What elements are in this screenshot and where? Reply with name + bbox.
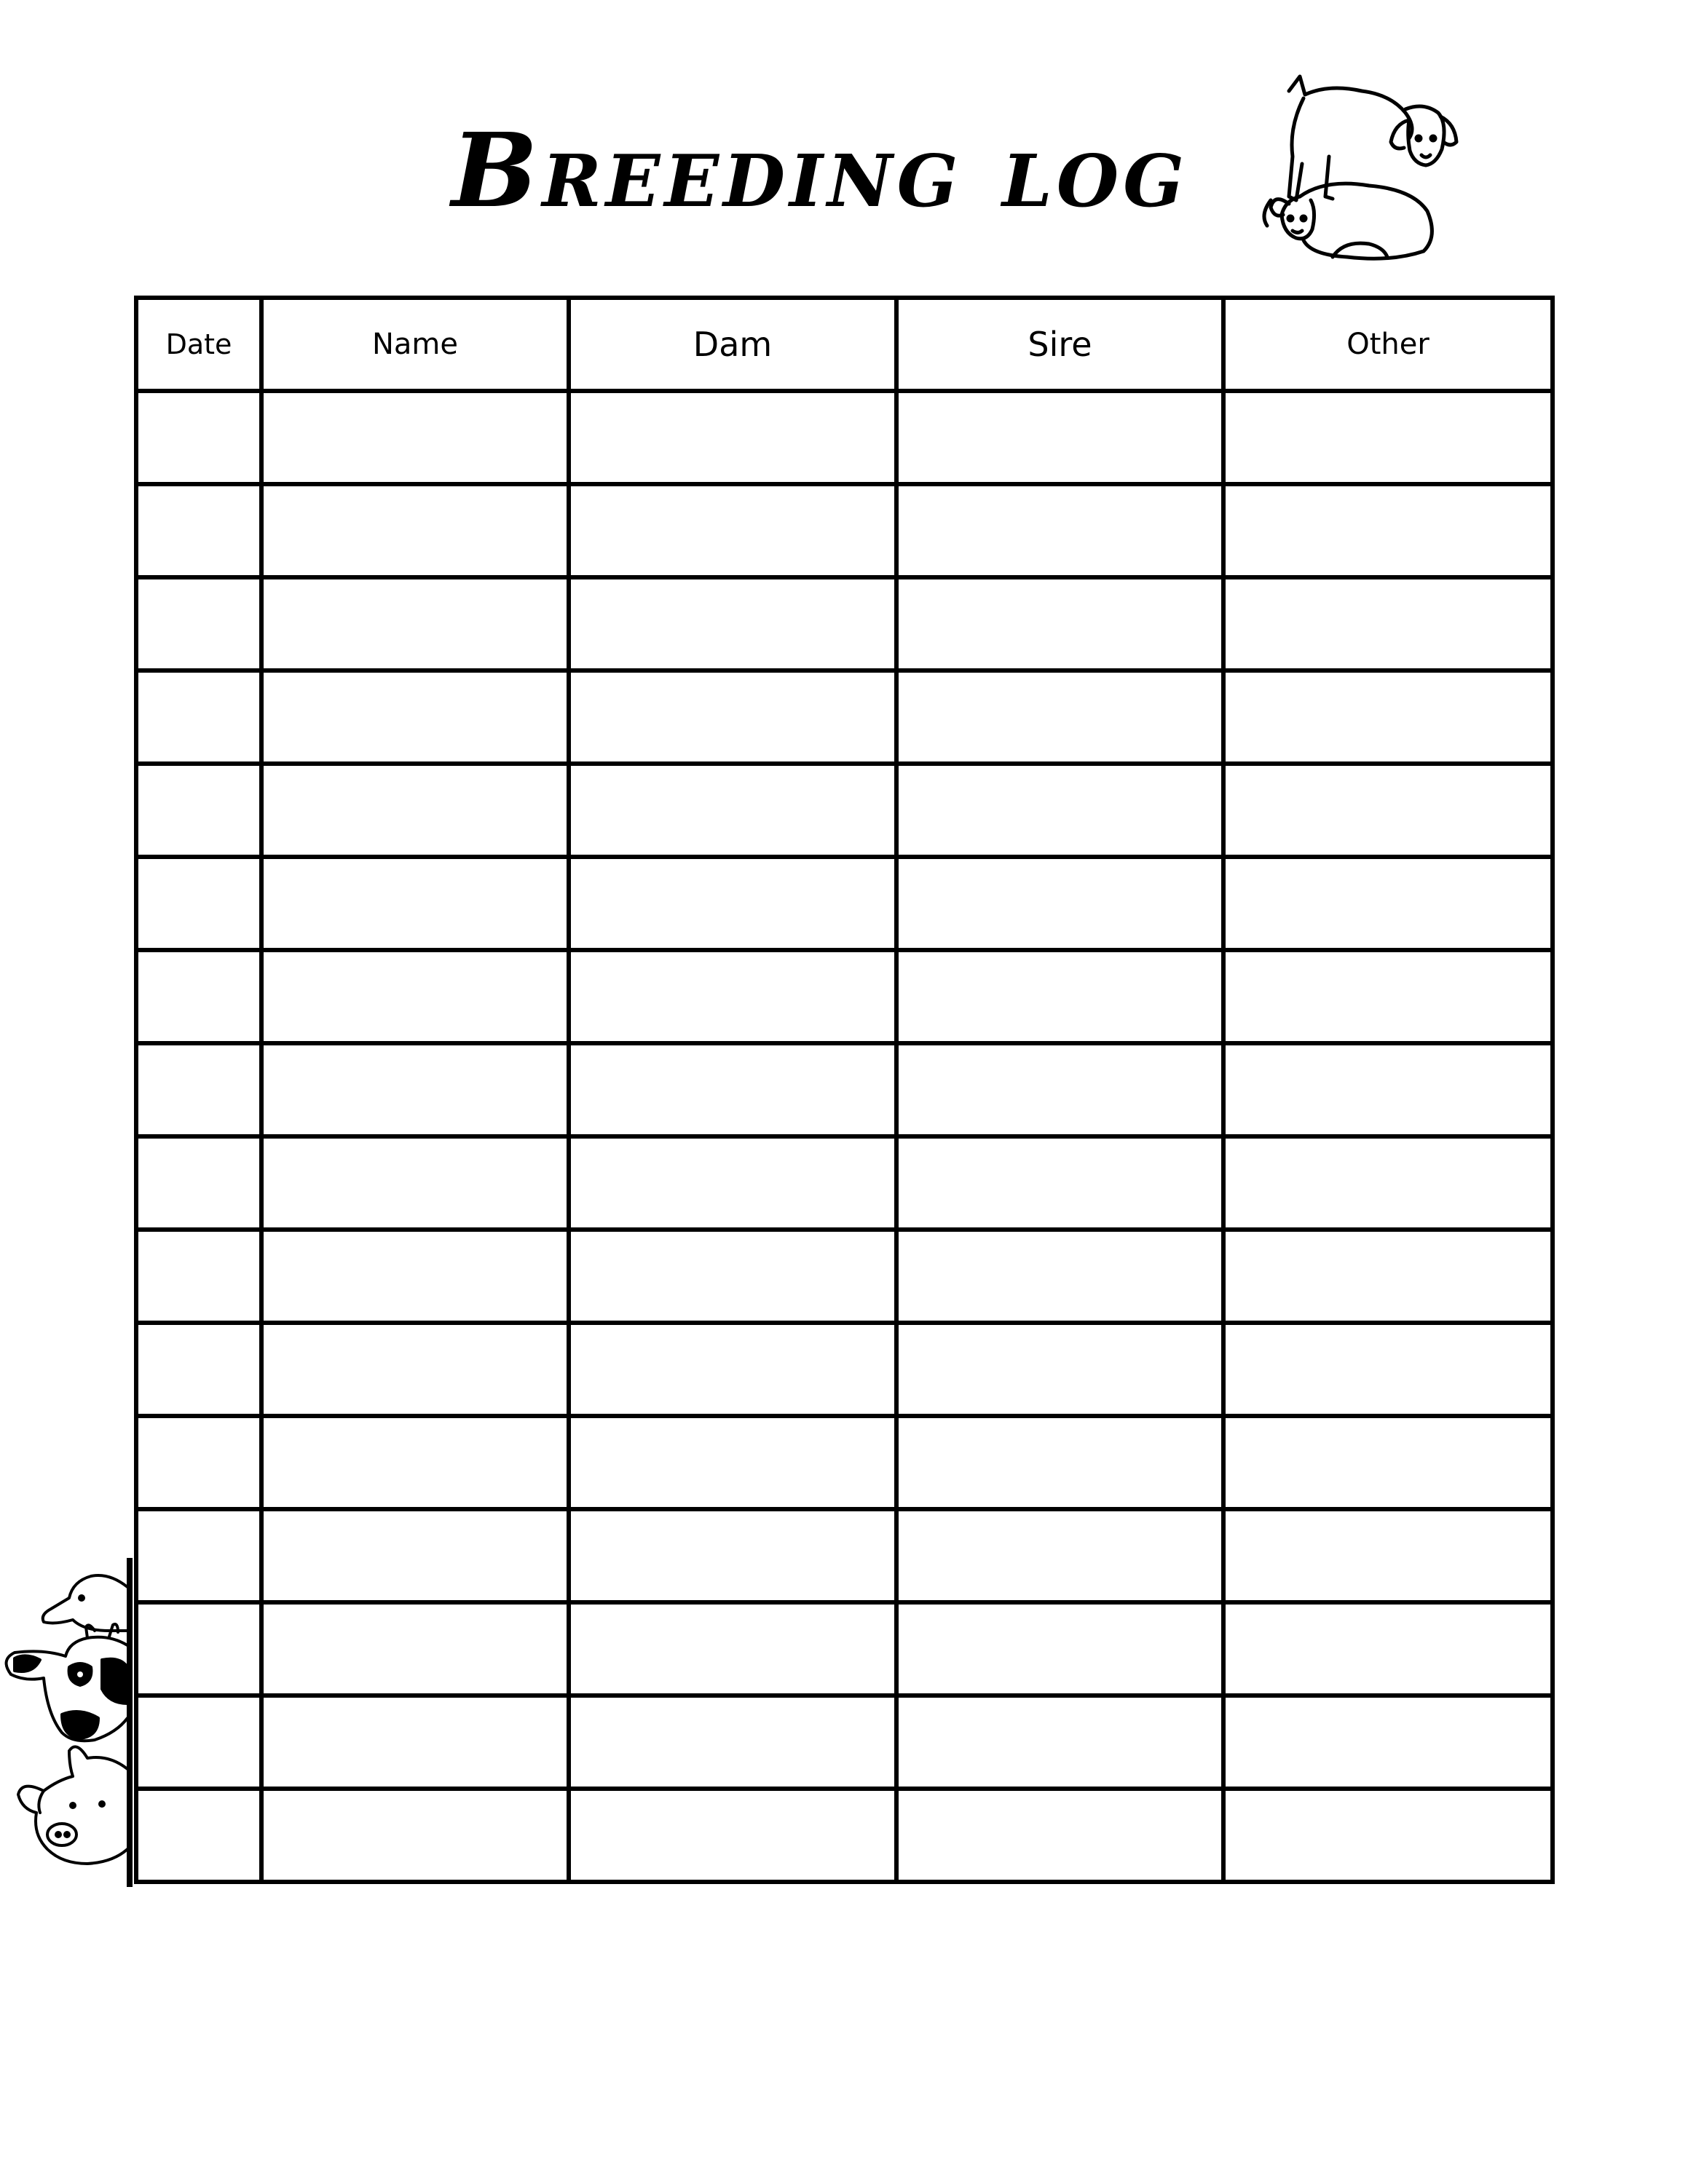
cell-name[interactable] (261, 857, 569, 950)
table-row (136, 1416, 1553, 1509)
table-row (136, 670, 1553, 764)
cell-name[interactable] (261, 1509, 569, 1602)
cell-dam[interactable] (569, 1509, 896, 1602)
cell-sire[interactable] (896, 1136, 1223, 1230)
cell-name[interactable] (261, 1323, 569, 1416)
cell-name[interactable] (261, 950, 569, 1043)
cell-other[interactable] (1223, 1416, 1553, 1509)
cell-name[interactable] (261, 577, 569, 670)
cell-date[interactable] (136, 1789, 261, 1882)
cell-dam[interactable] (569, 391, 896, 484)
cell-other[interactable] (1223, 1509, 1553, 1602)
cell-date[interactable] (136, 1416, 261, 1509)
cell-name[interactable] (261, 1043, 569, 1136)
table-row (136, 1230, 1553, 1323)
cell-sire[interactable] (896, 950, 1223, 1043)
cell-other[interactable] (1223, 484, 1553, 577)
cell-sire[interactable] (896, 1602, 1223, 1696)
cell-dam[interactable] (569, 1043, 896, 1136)
cell-name[interactable] (261, 764, 569, 857)
table-header-row (136, 298, 1553, 391)
cell-other[interactable] (1223, 1043, 1553, 1136)
cell-name[interactable] (261, 1696, 569, 1789)
cell-dam[interactable] (569, 1136, 896, 1230)
cell-date[interactable] (136, 1043, 261, 1136)
column-header-date: Date (136, 298, 261, 391)
cell-sire[interactable] (896, 484, 1223, 577)
page-title: Breeding log (451, 111, 1188, 231)
table-body (136, 391, 1553, 1882)
cell-dam[interactable] (569, 857, 896, 950)
cell-other[interactable] (1223, 391, 1553, 484)
cell-sire[interactable] (896, 577, 1223, 670)
cell-sire[interactable] (896, 764, 1223, 857)
cell-name[interactable] (261, 1416, 569, 1509)
cell-name[interactable] (261, 1230, 569, 1323)
cell-sire[interactable] (896, 1230, 1223, 1323)
breeding-log-table (134, 296, 1555, 1884)
cell-sire[interactable] (896, 1323, 1223, 1416)
cell-sire[interactable] (896, 1696, 1223, 1789)
table-row (136, 764, 1553, 857)
table-row (136, 1789, 1553, 1882)
cell-date[interactable] (136, 857, 261, 950)
cell-other[interactable] (1223, 1323, 1553, 1416)
cell-sire[interactable] (896, 1416, 1223, 1509)
cell-other[interactable] (1223, 670, 1553, 764)
table-row (136, 391, 1553, 484)
table-row (136, 1696, 1553, 1789)
cell-name[interactable] (261, 484, 569, 577)
cell-name[interactable] (261, 1136, 569, 1230)
column-header-other: Other (1223, 298, 1553, 391)
cell-dam[interactable] (569, 1789, 896, 1882)
cell-date[interactable] (136, 1509, 261, 1602)
cell-other[interactable] (1223, 857, 1553, 950)
cell-other[interactable] (1223, 950, 1553, 1043)
cell-date[interactable] (136, 577, 261, 670)
farm-animals-peeking-illustration (0, 1558, 135, 1893)
table-row (136, 1509, 1553, 1602)
cell-name[interactable] (261, 1602, 569, 1696)
cell-sire[interactable] (896, 1043, 1223, 1136)
cell-dam[interactable] (569, 764, 896, 857)
cell-other[interactable] (1223, 1230, 1553, 1323)
cell-sire[interactable] (896, 1509, 1223, 1602)
cell-date[interactable] (136, 764, 261, 857)
column-header-name: Name (261, 298, 569, 391)
cell-other[interactable] (1223, 1602, 1553, 1696)
cell-dam[interactable] (569, 484, 896, 577)
cell-date[interactable] (136, 670, 261, 764)
cell-other[interactable] (1223, 577, 1553, 670)
cell-dam[interactable] (569, 1323, 896, 1416)
goat-kids-illustration (1260, 69, 1464, 273)
column-header-sire: Sire (896, 298, 1223, 391)
cell-sire[interactable] (896, 1789, 1223, 1882)
cell-other[interactable] (1223, 1789, 1553, 1882)
cell-name[interactable] (261, 670, 569, 764)
cell-date[interactable] (136, 950, 261, 1043)
cell-dam[interactable] (569, 577, 896, 670)
cell-dam[interactable] (569, 670, 896, 764)
cell-dam[interactable] (569, 950, 896, 1043)
table-row (136, 857, 1553, 950)
column-header-dam: Dam (569, 298, 896, 391)
cell-dam[interactable] (569, 1230, 896, 1323)
cell-sire[interactable] (896, 857, 1223, 950)
cell-other[interactable] (1223, 764, 1553, 857)
cell-date[interactable] (136, 484, 261, 577)
table-row (136, 1043, 1553, 1136)
cell-date[interactable] (136, 1136, 261, 1230)
table-row (136, 950, 1553, 1043)
table-row (136, 484, 1553, 577)
cell-date[interactable] (136, 1696, 261, 1789)
cell-name[interactable] (261, 1789, 569, 1882)
cell-date[interactable] (136, 1602, 261, 1696)
cell-sire[interactable] (896, 670, 1223, 764)
cell-dam[interactable] (569, 1696, 896, 1789)
cell-date[interactable] (136, 1230, 261, 1323)
cell-sire[interactable] (896, 391, 1223, 484)
cell-name[interactable] (261, 391, 569, 484)
cell-dam[interactable] (569, 1416, 896, 1509)
cell-date[interactable] (136, 1323, 261, 1416)
cell-other[interactable] (1223, 1696, 1553, 1789)
left-edge-bar (127, 1558, 133, 1887)
table-row (136, 1323, 1553, 1416)
cell-date[interactable] (136, 391, 261, 484)
cell-dam[interactable] (569, 1602, 896, 1696)
table-row (136, 577, 1553, 670)
table-row (136, 1136, 1553, 1230)
cell-other[interactable] (1223, 1136, 1553, 1230)
table-row (136, 1602, 1553, 1696)
